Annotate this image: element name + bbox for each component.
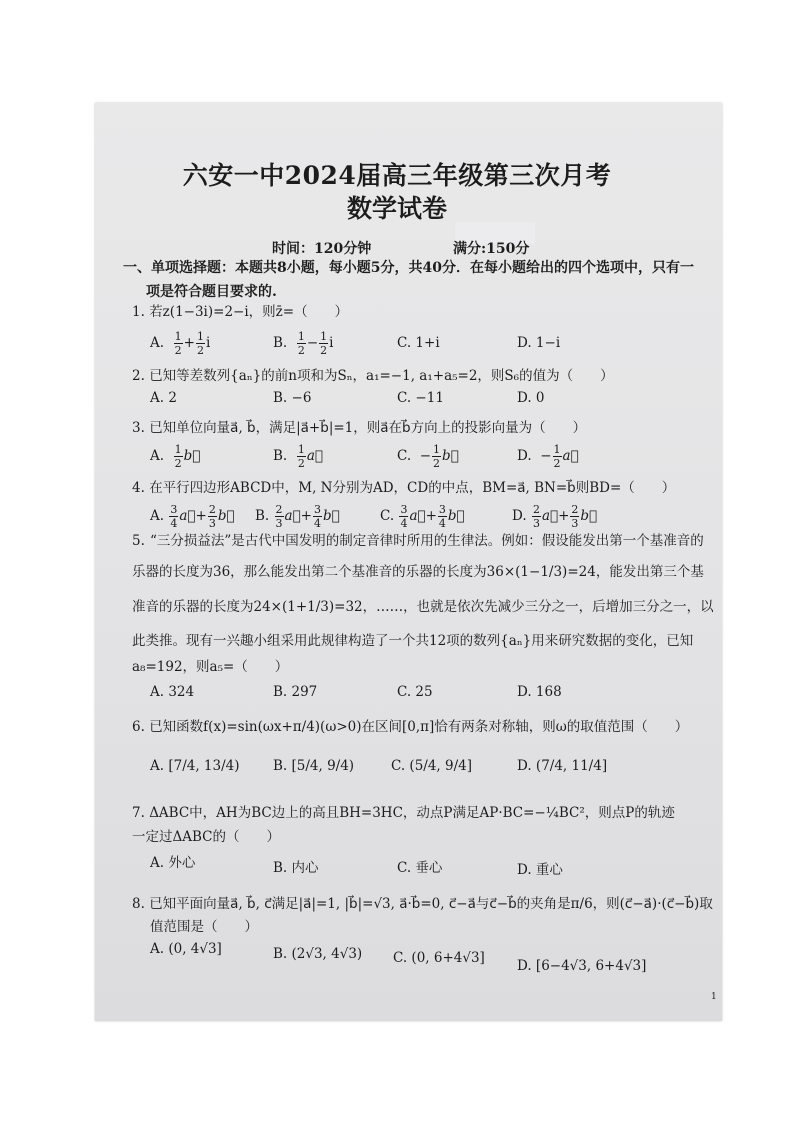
q6-option-d: D. (7/4, 11/4] [517,758,608,774]
q3-option-d: D. − $\frac{1}{2}$ a⃗ [517,443,579,470]
q8-option-c: C. (0, 6+4√3] [393,950,485,966]
q5-option-a: A. 324 [150,684,195,700]
q5-option-c: C. 25 [397,684,433,700]
question-6: 6. 已知函数f(x)=sin(ωx+π/4)(ω>0)在区间[0,π]恰有两条对称轴，则ω的取值范围（ ） [132,719,689,735]
question-5-line-5: a₈=192，则a₅=（ ） [132,659,289,675]
q4-option-c: C. $\frac{3}{4}$ a⃗+ $\frac{3}{4}$ b⃗ [380,503,465,530]
page-number: 1 [711,992,717,1002]
question-5-line-1: “三分损益法”是古代中国发明的制定音律时所用的生律法。例如：假设能发出第一个基准音的 [150,533,704,549]
question-7-line-1: 7. ΔABC中，AH为BC边上的高且BH=3HC，动点P满足AP·BC=−¼BC²，则点P的轨迹 [132,805,675,821]
question-2: 2. 已知等差数列{aₙ}的前n项和为Sₙ，a₁=−1, a₁+a₅=2，则S₆的值为（ ） [132,368,614,384]
section-heading-cont: 项是符合题目要求的. [146,284,277,300]
q7-option-a: A. 外心 [150,855,196,871]
q4-option-b: B. $\frac{2}{3}$ a⃗+ $\frac{3}{4}$ b⃗ [255,503,340,530]
q4-option-d: D. $\frac{2}{3}$ a⃗+ $\frac{2}{3}$ b⃗ [512,503,598,530]
q8-option-a: A. (0, 4√3] [150,941,222,957]
q1-option-c: C. 1+i [397,335,440,351]
q2-option-d: D. 0 [517,390,545,406]
q2-option-a: A. 2 [150,390,177,406]
q3-option-a: A. $\frac{1}{2}$ b⃗ [150,443,201,470]
q6-option-b: B. [5/4, 9/4) [273,758,355,774]
time-label: 时间：120分钟 [272,241,372,257]
question-4: 4. 在平行四边形ABCD中，M, N分别为AD，CD的中点，BM=a⃗, BN=b⃗则BD=（ ） [132,480,676,496]
question-5-line-2: 乐器的长度为36，那么能发出第二个基准音的乐器的长度为36×(1−1/3)=24，能发出第三个基 [132,564,704,580]
question-7-line-2: 一定过ΔABC的（ ） [132,829,280,845]
exam-meta [272,238,529,258]
question-8-line-2: 值范围是（ ） [150,919,258,935]
q5-option-d: D. 168 [517,684,562,700]
question-3: 3. 已知单位向量a⃗, b⃗，满足|a⃗+b⃗|=1，则a⃗在b⃗方向上的投影向量为（ ） [132,420,587,436]
q3-option-b: B. $\frac{1}{2}$ a⃗ [273,443,323,470]
q3-option-c: C. − $\frac{1}{2}$ b⃗ [397,443,459,470]
question-5-number: 5. [132,533,145,549]
exam-subtitle: 数学试卷 [346,194,447,223]
q5-option-b: B. 297 [273,684,318,700]
q8-option-b: B. (2√3, 4√3) [273,946,363,962]
q7-option-d: D. 重心 [517,862,563,878]
q2-option-c: C. −11 [397,390,444,406]
q2-option-b: B. −6 [273,390,312,406]
exam-title: 六安一中2024届高三年级第三次月考 [182,161,612,190]
section-heading: 一、单项选择题：本题共8小题，每小题5分，共40分．在每小题给出的四个选项中，只有一 [123,260,694,276]
q4-option-a: A. $\frac{3}{4}$ a⃗+ $\frac{2}{3}$ b⃗ [150,503,235,530]
q1-option-d: D. 1−i [517,335,561,351]
q7-option-c: C. 垂心 [397,860,443,876]
question-8-line-1: 8. 已知平面向量a⃗, b⃗, c⃗满足|a⃗|=1, |b⃗|=√3, a⃗·b⃗=0, c⃗−a⃗与c⃗−b⃗的夹角是π/6，则(c⃗−a⃗)·(c⃗−b⃗)取 [132,896,713,912]
q1-option-a: A. $\frac{1}{2}$ + $\frac{1}{2}$ i [150,330,211,357]
question-1: 1. 若z(1−3i)=2−i，则z̄=（ ） [132,304,349,320]
question-5-line-4: 此类推。现有一兴趣小组采用此规律构造了一个共12项的数列{aₙ}用来研究数据的变化，已知 [132,633,694,649]
question-5-line-3: 准音的乐器的长度为24×(1+1/3)=32，……，也就是依次先减少三分之一，后增加三分之一，以 [132,599,714,615]
q7-option-b: B. 内心 [273,860,319,876]
score-label: 满分:150分 [452,241,530,257]
q8-option-d: D. [6−4√3, 6+4√3] [517,958,647,974]
q6-option-a: A. [7/4, 13/4) [150,758,240,774]
q6-option-c: C. (5/4, 9/4] [391,758,472,774]
q1-option-b: B. $\frac{1}{2}$ − $\frac{1}{2}$ i [273,330,334,357]
